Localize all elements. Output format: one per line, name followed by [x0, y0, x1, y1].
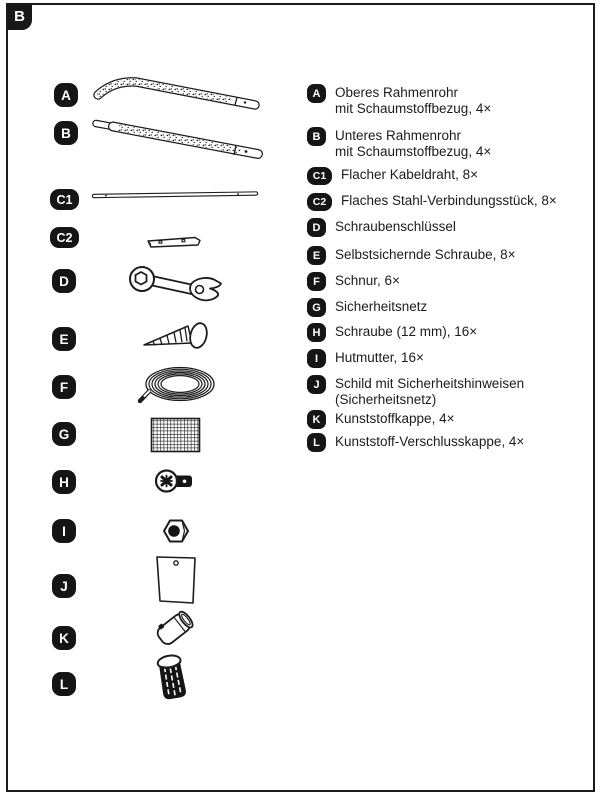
- diagram-badge-b-label: B: [61, 125, 71, 141]
- diagram-badge-e: [52, 327, 76, 351]
- legend-item-l: [307, 433, 593, 452]
- diagram-badge-k-label: K: [59, 630, 69, 646]
- legend-item-f: [307, 272, 593, 291]
- legend-text-e: [335, 246, 516, 263]
- legend-item-h: [307, 323, 593, 342]
- legend-text-k-line1: Kunststoffkappe, 4×: [335, 411, 455, 426]
- diagram-badge-h: [52, 470, 76, 494]
- plastic-cap-illustration: [150, 602, 202, 654]
- legend-badge-j-label: J: [313, 378, 320, 391]
- legend-badge-d-label: D: [312, 221, 321, 234]
- legend-badge-b: [307, 127, 326, 146]
- legend-badge-i-label: I: [314, 352, 319, 365]
- legend-text-i-line1: Hutmutter, 16×: [335, 350, 424, 365]
- diagram-badge-l: [52, 672, 76, 696]
- diagram-badge-d-label: D: [59, 273, 69, 289]
- legend-item-e: [307, 246, 593, 265]
- legend-text-b-line2: mit Schaumstoffbezug, 4×: [335, 143, 492, 159]
- legend-badge-b-label: B: [312, 130, 321, 143]
- diagram-badge-g-label: G: [58, 426, 70, 442]
- legend-item-d: [307, 218, 593, 237]
- legend-badge-c1: [307, 167, 332, 185]
- self-locking-screw-illustration: [139, 319, 211, 355]
- legend-badge-d: [307, 218, 326, 237]
- legend-badge-j: [307, 375, 326, 394]
- diagram-badge-f: [52, 375, 76, 399]
- legend-item-i: [307, 349, 593, 368]
- legend-badge-l: [307, 433, 326, 452]
- legend-badge-i: [307, 349, 326, 368]
- legend-badge-a-label: A: [312, 87, 321, 100]
- legend-text-j-line1: Schild mit Sicherheitshinweisen: [335, 376, 525, 391]
- cord-coil-illustration: [135, 360, 217, 406]
- legend-text-f-line1: Schnur, 6×: [335, 273, 400, 288]
- flat-cable-wire-illustration: [88, 189, 263, 201]
- legend-text-g: [335, 298, 427, 315]
- legend-text-k: [335, 410, 454, 427]
- legend-item-g: [307, 298, 593, 317]
- legend-badge-c1-label: C1: [312, 170, 327, 182]
- legend-text-a-line1: Oberes Rahmenrohr: [335, 85, 459, 100]
- curved-padded-tube-illustration: [90, 73, 265, 113]
- diagram-badge-i: [52, 519, 76, 543]
- legend-text-a-line2: mit Schaumstoffbezug, 4×: [335, 100, 492, 116]
- legend-text-h: [335, 323, 477, 340]
- legend-text-l-line1: Kunststoff-Verschlusskappe, 4×: [335, 434, 525, 449]
- legend-badge-f: [307, 272, 326, 291]
- legend-badge-c2: [307, 193, 332, 211]
- legend-badge-g: [307, 298, 326, 317]
- legend-text-i: [335, 349, 424, 366]
- diagram-badge-c1-label: C1: [56, 192, 73, 207]
- diagram-badge-f-label: F: [59, 379, 69, 395]
- diagram-badge-k: [52, 626, 76, 650]
- cap-nut-illustration: [159, 517, 193, 547]
- legend-text-b: [335, 127, 491, 159]
- legend-item-c2: [307, 192, 593, 211]
- legend-badge-k-label: K: [312, 413, 321, 426]
- legend-text-e-line1: Selbstsichernde Schraube, 8×: [335, 247, 516, 262]
- legend-text-a: [335, 84, 491, 116]
- diagram-badge-d: [52, 269, 76, 293]
- legend-badge-a: [307, 84, 326, 103]
- legend-item-c1: [307, 166, 593, 185]
- diagram-badge-h-label: H: [59, 474, 69, 490]
- legend-text-d-line1: Schraubenschlüssel: [335, 219, 456, 234]
- legend-badge-l-label: L: [313, 436, 320, 449]
- legend-text-f: [335, 272, 400, 289]
- diagram-badge-j-label: J: [60, 578, 68, 594]
- diagram-badge-a-label: A: [61, 87, 71, 103]
- legend-text-c2-line1: Flaches Stahl-Verbindungsstück, 8×: [341, 193, 557, 208]
- legend-badge-h-label: H: [312, 326, 321, 339]
- plastic-closure-cap-illustration: [149, 652, 195, 704]
- straight-padded-tube-illustration: [88, 114, 268, 164]
- legend-item-b: [307, 127, 593, 159]
- diagram-badge-j: [52, 574, 76, 598]
- diagram-badge-g: [52, 422, 76, 446]
- wrench-illustration: [126, 264, 226, 310]
- diagram-badge-a: [54, 83, 78, 107]
- bolt-12mm-illustration: [154, 467, 196, 495]
- diagram-badge-c1: [50, 189, 79, 210]
- legend-text-h-line1: Schraube (12 mm), 16×: [335, 324, 478, 339]
- diagram-badge-l-label: L: [59, 676, 69, 692]
- legend-text-c1: [341, 166, 478, 183]
- legend-badge-k: [307, 410, 326, 429]
- safety-net-swatch-illustration: [150, 417, 202, 455]
- diagram-badge-c2-label: C2: [56, 230, 73, 245]
- legend-badge-c2-label: C2: [312, 196, 327, 208]
- diagram-badge-b: [54, 121, 78, 145]
- diagram-badge-i-label: I: [62, 523, 66, 539]
- legend-text-c1-line1: Flacher Kabeldraht, 8×: [341, 167, 478, 182]
- diagram-badge-c2: [50, 227, 79, 248]
- legend-badge-e-label: E: [312, 249, 321, 262]
- legend-text-c2: [341, 192, 557, 209]
- legend-badge-e: [307, 246, 326, 265]
- legend-item-a: [307, 84, 593, 116]
- legend-text-j-line2: (Sicherheitsnetz): [335, 391, 437, 407]
- section-tab: [7, 3, 32, 30]
- legend-badge-f-label: F: [313, 275, 320, 288]
- legend-text-l: [335, 433, 524, 450]
- legend-text-g-line1: Sicherheitsnetz: [335, 299, 428, 314]
- legend-text-j: [335, 375, 524, 407]
- legend-badge-g-label: G: [312, 301, 321, 314]
- legend-item-j: [307, 375, 593, 407]
- legend-badge-h: [307, 323, 326, 342]
- flat-steel-connector-illustration: [144, 234, 206, 252]
- legend-item-k: [307, 410, 593, 429]
- diagram-badge-e-label: E: [59, 331, 69, 347]
- legend-text-d: [335, 218, 456, 235]
- safety-sign-illustration: [153, 554, 199, 606]
- legend-text-b-line1: Unteres Rahmenrohr: [335, 128, 462, 143]
- section-tab-label: B: [14, 8, 25, 25]
